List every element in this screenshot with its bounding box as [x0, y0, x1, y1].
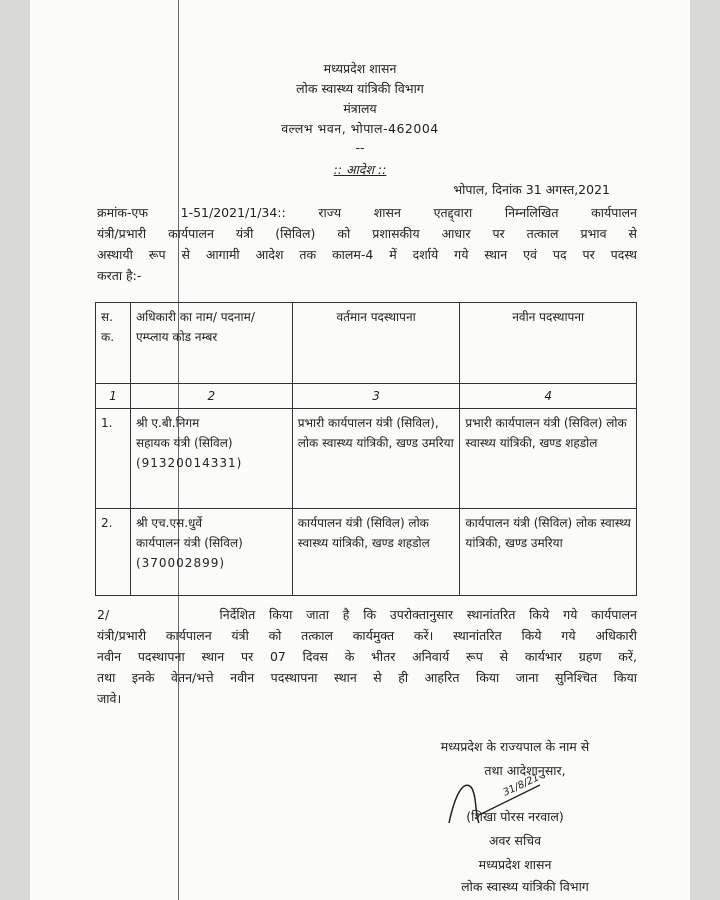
- header-ministry: मंत्रालय: [343, 101, 377, 116]
- order-title: :: आदेश ::: [333, 162, 387, 177]
- para-line: 2/ निर्देशित किया जाता है कि उपरोक्तानुसार स्थानांतरित किये गये कार्यपालन: [97, 607, 637, 622]
- para-line: यंत्री/प्रभारी कार्यपालन यंत्री को तत्काल कार्यमुक्त करें। स्थानांतरित किये गये अधिकारी: [97, 628, 637, 643]
- column-number: 2: [130, 384, 292, 409]
- header-separator: --: [355, 140, 365, 155]
- intro-line: क्रमांक-एफ 1-51/2021/1/34:: राज्य शासन एतद्द्वारा निम्नलिखित कार्यपालन: [97, 205, 637, 220]
- header-sno: स. क.: [96, 303, 131, 384]
- header-current-posting: वर्तमान पदस्थापना: [292, 303, 460, 384]
- intro-paragraph: [97, 202, 637, 286]
- transfer-table: [95, 302, 637, 596]
- signature-line-1: मध्यप्रदेश के राज्यपाल के नाम से: [440, 739, 590, 754]
- officer-code: (370002899): [135, 556, 226, 570]
- table-row: [96, 509, 637, 596]
- header-address: वल्लभ भवन, भोपाल-462004: [281, 121, 439, 136]
- intro-line: करता है:-: [97, 268, 142, 283]
- signature-line-2: तथा आदेशानुसार,: [484, 763, 566, 778]
- row-officer: [130, 409, 292, 509]
- row-current-posting: प्रभारी कार्यपालन यंत्री (सिविल), लोक स्वास्थ्य यांत्रिकी, खण्ड उमरिया: [292, 409, 460, 509]
- instruction-paragraph: [97, 604, 637, 709]
- signatory-govt: मध्यप्रदेश शासन: [478, 857, 552, 872]
- officer-designation: कार्यपालन यंत्री (सिविल): [135, 536, 243, 550]
- table-row: [96, 409, 637, 509]
- handwritten-date: 31/8/21: [501, 772, 542, 799]
- signatory-designation: अवर सचिव: [488, 833, 542, 848]
- para-line: नवीन पदस्थापना स्थान पर 07 दिवस के भीतर अनिवार्य रूप से कार्यभार ग्रहण करें,: [97, 649, 637, 664]
- row-new-posting: प्रभारी कार्यपालन यंत्री (सिविल) लोक स्वास्थ्य यांत्रिकी, खण्ड शहडोल: [460, 409, 637, 509]
- column-number: 1: [96, 384, 131, 409]
- para-line: तथा इनके वेतन/भत्ते नवीन पदस्थापना स्थान से ही आहरित किया जाना सुनिश्चित किया: [97, 670, 637, 685]
- officer-name: श्री एच.एस.धुर्वे: [135, 516, 203, 530]
- column-number-row: [96, 384, 637, 409]
- row-sno: 1.: [96, 409, 131, 509]
- table-header-row: [96, 303, 637, 384]
- header-govt: मध्यप्रदेश शासन: [323, 61, 397, 76]
- date-line: भोपाल, दिनांक 31 अगस्त,2021: [453, 182, 610, 197]
- officer-code: (91320014331): [135, 456, 243, 470]
- officer-designation: सहायक यंत्री (सिविल): [135, 436, 233, 450]
- row-sno: 2.: [96, 509, 131, 596]
- row-new-posting: कार्यपालन यंत्री (सिविल) लोक स्वास्थ्य यांत्रिकी, खण्ड उमरिया: [460, 509, 637, 596]
- signatory-name: (शिखा पोरस नरवाल): [466, 809, 564, 824]
- column-number: 3: [292, 384, 460, 409]
- intro-line: यंत्री/प्रभारी कार्यपालन यंत्री (सिविल) को प्रशासकीय आधार पर तत्काल प्रभाव से: [97, 226, 638, 241]
- para-line: जावे।: [97, 691, 122, 706]
- signatory-dept: लोक स्वास्थ्य यांत्रिकी विभाग: [461, 879, 589, 894]
- header-dept: लोक स्वास्थ्य यांत्रिकी विभाग: [296, 81, 424, 96]
- column-number: 4: [460, 384, 637, 409]
- header-new-posting: नवीन पदस्थापना: [460, 303, 637, 384]
- header-officer: अधिकारी का नाम/ पदनाम/एम्प्लाय कोड नम्बर: [130, 303, 292, 384]
- intro-line: अस्थायी रूप से आगामी आदेश तक कालम-4 में दर्शाये गये स्थान एवं पद पर पदस्थ: [97, 247, 637, 262]
- row-officer: [130, 509, 292, 596]
- officer-name: श्री ए.बी.निगम: [135, 416, 200, 430]
- row-current-posting: कार्यपालन यंत्री (सिविल) लोक स्वास्थ्य यांत्रिकी, खण्ड शहडोल: [292, 509, 460, 596]
